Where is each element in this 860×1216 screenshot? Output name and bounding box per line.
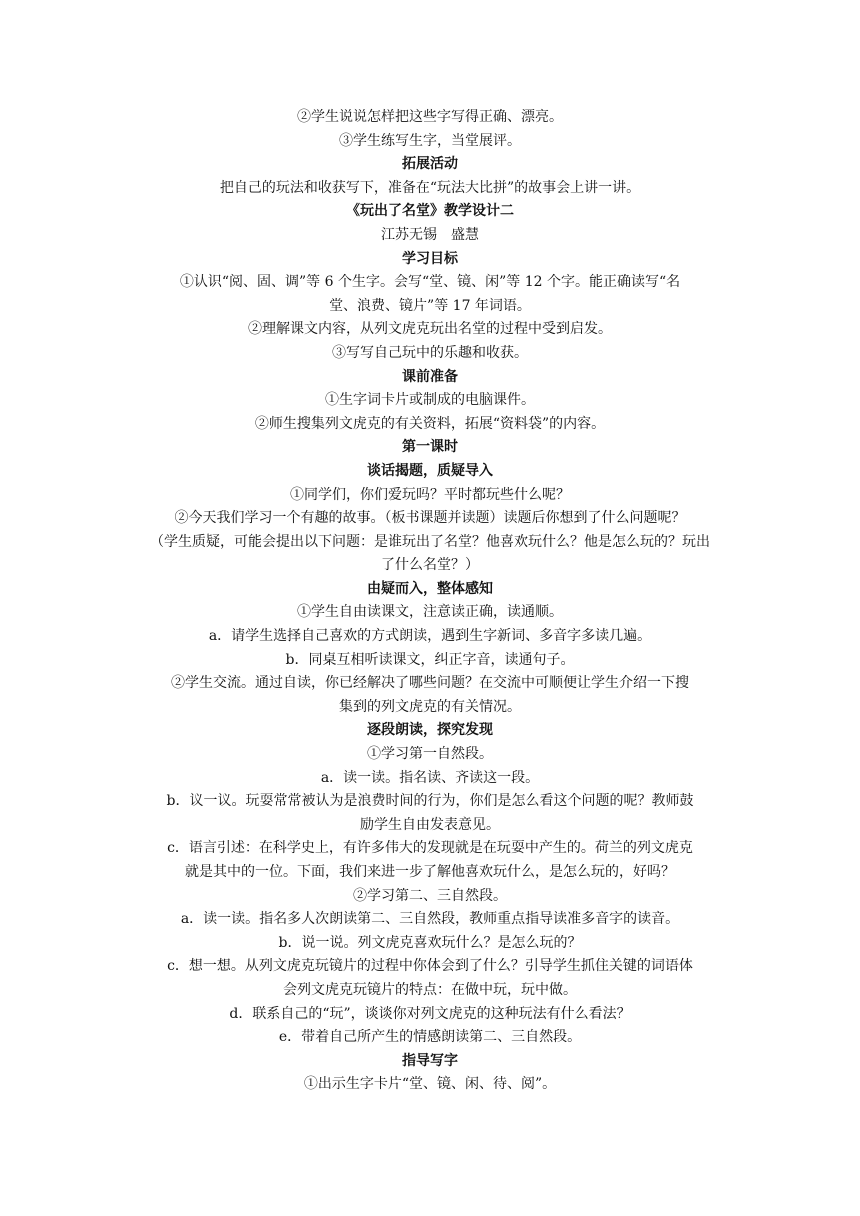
text-line: ②学生说说怎样把这些字写得正确、漂亮。 <box>297 109 563 125</box>
section-heading: 拓展活动 <box>402 156 458 173</box>
section-heading: 第一课时 <box>402 439 458 456</box>
text-line: b．同桌互相听读课文，纠正字音，读通句子。 <box>285 651 575 668</box>
text-line: 就是其中的一位。下面，我们来进一步了解他喜欢玩什么，是怎么玩的，好吗？ <box>185 864 675 880</box>
section-heading: 指导写字 <box>402 1052 458 1069</box>
text-line: c．语言引述：在科学史上，有许多伟大的发现就是在玩耍中产生的。荷兰的列文虎克 <box>167 840 693 857</box>
section-heading: 《玩出了名堂》教学设计二 <box>346 203 514 220</box>
text-line: 把自己的玩法和收获写下，准备在“玩法大比拼”的故事会上讲一讲。 <box>219 179 641 196</box>
text-line: c．想一想。从列文虎克玩镜片的过程中你体会到了什么？引导学生抓住关键的词语体 <box>167 958 693 975</box>
text-line: ②今天我们学习一个有趣的故事。（板书课题并读题）读题后你想到了什么问题呢？ <box>174 510 686 527</box>
text-line: ①学生自由读课文，注意读正确，读通顺。 <box>297 604 563 621</box>
text-line: ②学生交流。通过自读，你已经解决了哪些问题？在交流中可顺便让学生介绍一下搜 <box>171 675 689 692</box>
section-heading: 逐段朗读，探究发现 <box>367 722 493 739</box>
text-line: 了什么名堂？） <box>381 557 479 574</box>
text-line: e．带着自己所产生的情感朗读第二、三自然段。 <box>278 1029 582 1046</box>
text-line: ①学习第一自然段。 <box>367 746 493 763</box>
text-line: ③写写自己玩中的乐趣和收获。 <box>332 344 528 361</box>
text-line: ②师生搜集列文虎克的有关资料，拓展“资料袋”的内容。 <box>254 415 606 432</box>
text-line: a．读一读。指名读、齐读这一段。 <box>320 769 540 786</box>
section-heading: 课前准备 <box>402 368 458 385</box>
text-line: a．请学生选择自己喜欢的方式朗读，遇到生字新词、多音字多读几遍。 <box>208 628 652 645</box>
text-line: d．联系自己的“玩”，谈谈你对列文虎克的这种玩法有什么看法？ <box>229 1005 631 1022</box>
text-line: （学生质疑，可能会提出以下问题：是谁玩出了名堂？他喜欢玩什么？他是怎么玩的？玩出 <box>150 533 710 550</box>
text-line: ①生字词卡片或制成的电脑课件。 <box>325 392 535 409</box>
section-heading: 学习目标 <box>402 250 458 267</box>
document-page <box>130 106 730 1097</box>
section-heading: 由疑而入，整体感知 <box>367 580 493 597</box>
text-line: 堂、浪费、镜片”等 17 年词语。 <box>329 297 531 314</box>
text-line: 集到的列文虎克的有关情况。 <box>339 698 521 715</box>
text-line: a．读一读。指名多人次朗读第二、三自然段，教师重点指导读准多音字的读音。 <box>180 911 680 928</box>
section-heading: 谈话揭题，质疑导入 <box>367 462 493 479</box>
text-line: 励学生自由发表意见。 <box>360 816 500 833</box>
text-line: b．议一议。玩耍常常被认为是浪费时间的行为，你们是怎么看这个问题的呢？教师鼓 <box>166 793 694 810</box>
text-line: ③学生练写生字，当堂展评。 <box>339 132 521 149</box>
text-line: 江苏无锡 盛慧 <box>381 226 479 243</box>
text-line: ②理解课文内容，从列文虎克玩出名堂的过程中受到启发。 <box>248 321 612 338</box>
text-line: ②学习第二、三自然段。 <box>353 887 507 904</box>
text-line: ①同学们，你们爱玩吗？平时都玩些什么呢？ <box>290 486 570 503</box>
text-line: ①认识“阅、固、调”等 6 个生字。会写“堂、镜、闲”等 12 个字。能正确读写“名 <box>179 274 681 291</box>
text-line: 会列文虎克玩镜片的特点：在做中玩，玩中做。 <box>283 981 577 998</box>
text-line: b．说一说。列文虎克喜欢玩什么？是怎么玩的？ <box>278 934 582 951</box>
text-line: ①出示生字卡片“堂、镜、闲、待、阅”。 <box>303 1076 557 1093</box>
